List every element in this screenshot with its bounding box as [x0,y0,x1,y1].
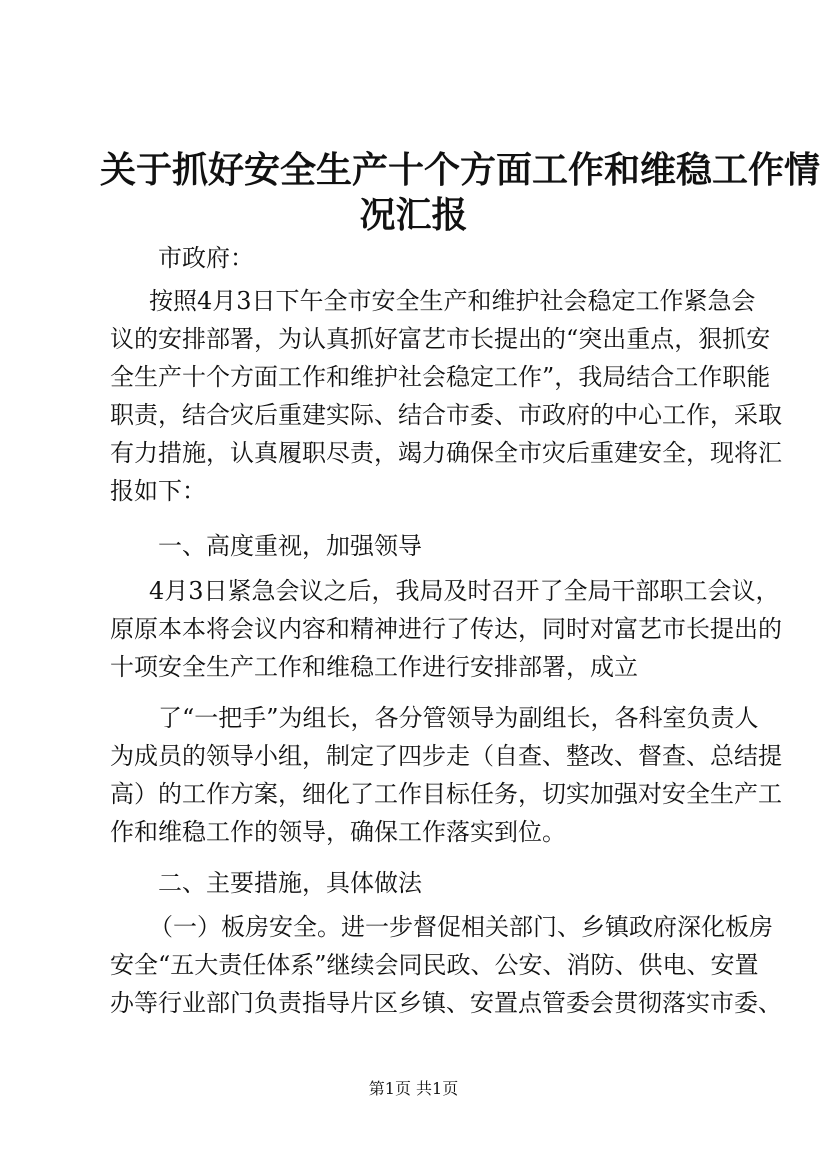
paragraph-line: 原原本本将会议内容和精神进行了传达，同时对富艺市长提出的 [110,615,782,643]
paragraph-line: 作和维稳工作的领导，确保工作落实到位。 [110,818,566,846]
paragraph-line: 报如下： [110,477,206,505]
paragraph-line: 职责，结合灾后重建实际、结合市委、市政府的中心工作，采取 [110,401,782,429]
paragraph-line: 为成员的领导小组，制定了四步走（自查、整改、督查、总结提 [110,742,782,770]
document-title-line-1: 关于抓好安全生产十个方面工作和维稳工作情 [100,149,821,191]
paragraph-line: 议的安排部署，为认真抓好富艺市长提出的“突出重点，狠抓安 [110,325,771,353]
document-title-line-2: 况汇报 [359,194,468,236]
paragraph-line: 全生产十个方面工作和维护社会稳定工作”，我局结合工作职能 [110,363,771,391]
paragraph-line: 了“一把手”为组长，各分管领导为副组长，各科室负责人 [158,704,759,732]
paragraph-line: （一）板房安全。进一步督促相关部门、乡镇政府深化板房 [149,913,773,941]
paragraph-line: 高）的工作方案，细化了工作目标任务，切实加强对安全生产工 [110,780,782,808]
paragraph-line: 安全“五大责任体系”继续会同民政、公安、消防、供电、安置 [110,951,759,979]
page-number-footer: 第1页 共1页 [368,1079,459,1098]
paragraph-line: 十项安全生产工作和维稳工作进行安排部署，成立 [110,653,638,681]
paragraph-line: 4月3日紧急会议之后，我局及时召开了全局干部职工会议， [149,577,780,605]
section-heading: 一、高度重视，加强领导 [158,532,422,560]
section-heading: 二、主要措施，具体做法 [158,869,422,897]
paragraph-line: 办等行业部门负责指导片区乡镇、安置点管委会贯彻落实市委、 [110,989,782,1017]
salutation: 市政府： [158,244,254,272]
paragraph-line: 有力措施，认真履职尽责，竭力确保全市灾后重建安全，现将汇 [110,439,782,467]
paragraph-line: 按照4月3日下午全市安全生产和维护社会稳定工作紧急会 [149,287,756,315]
